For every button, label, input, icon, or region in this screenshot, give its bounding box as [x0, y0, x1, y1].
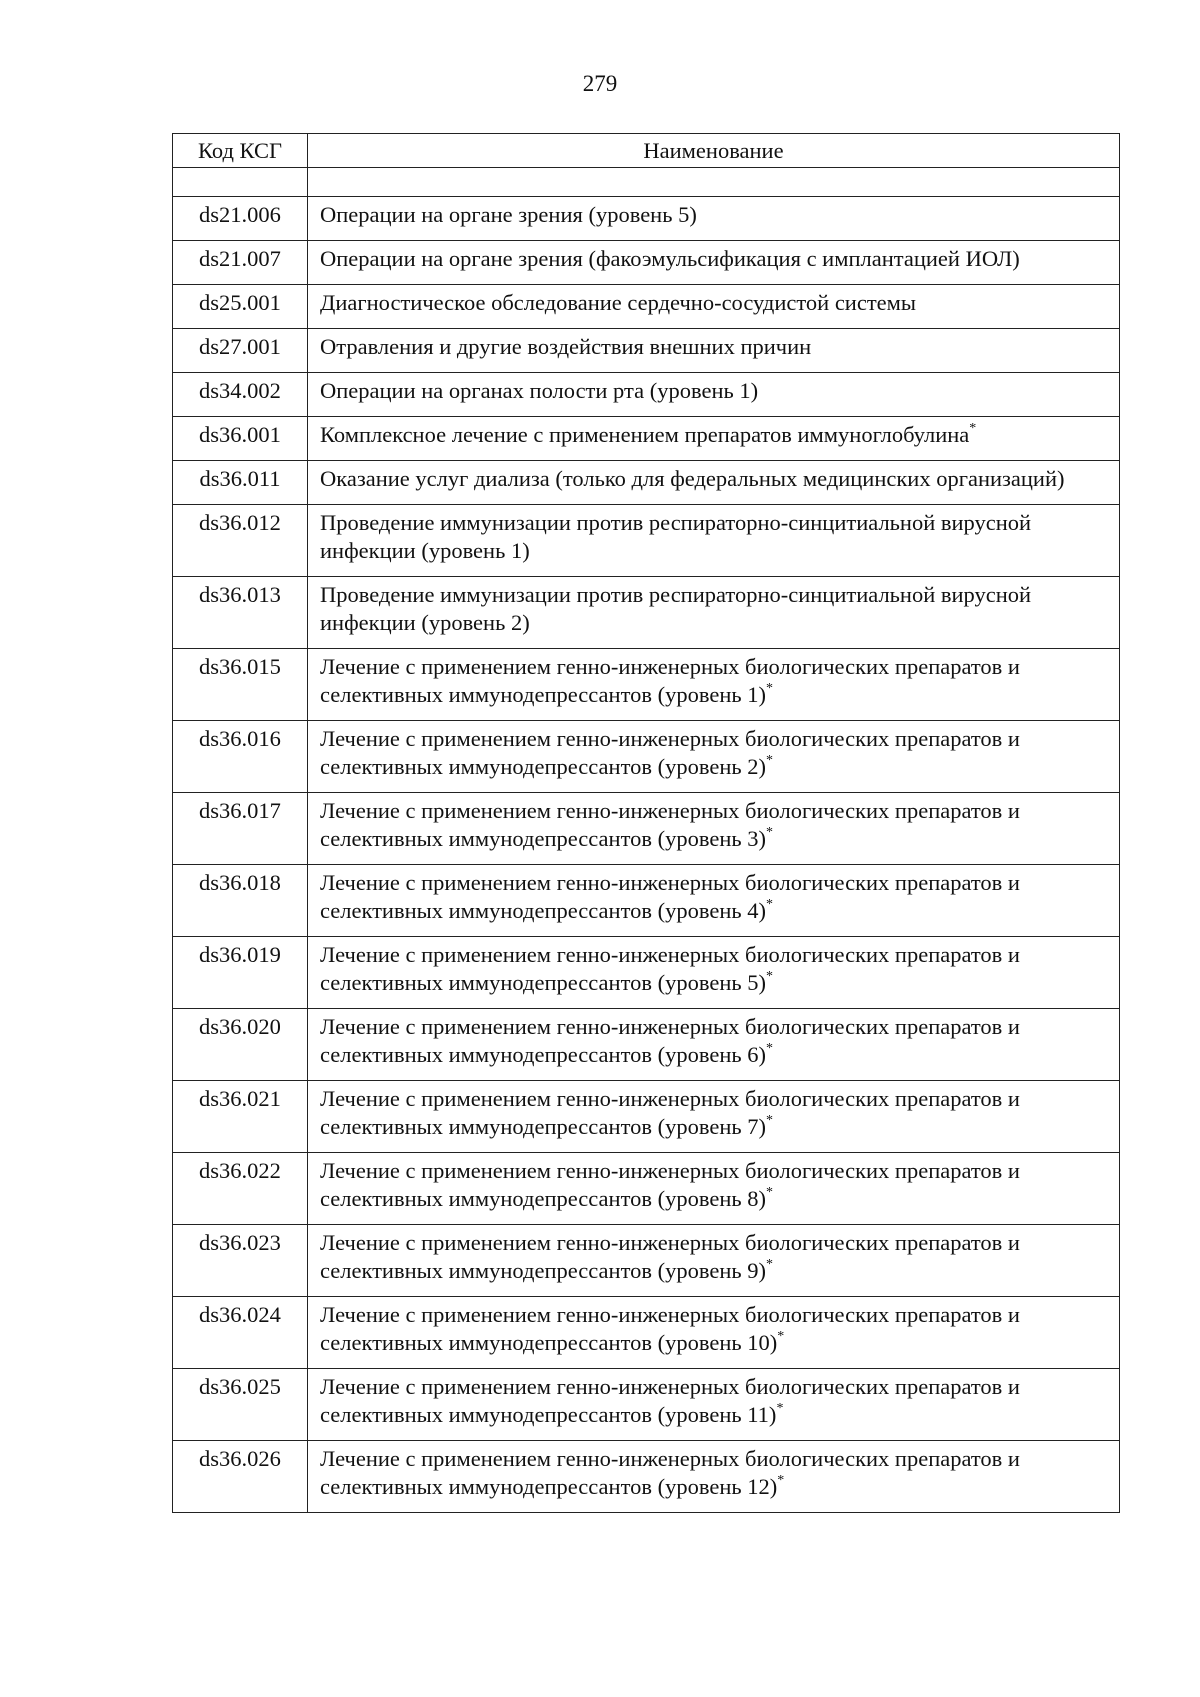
table-row	[173, 865, 1120, 937]
page-number: 279	[582, 71, 618, 96]
ksg-name-cell	[308, 505, 1120, 577]
ksg-name-text: Комплексное лечение с применением препаратов иммуноглобулина	[320, 422, 970, 447]
table-body	[173, 168, 1120, 1513]
ksg-name-text: Лечение с применением генно-инженерных биологических препаратов и селективных иммунодепрессантов (уровень 9)	[320, 1230, 1020, 1283]
ksg-name-cell	[308, 1441, 1120, 1513]
footnote-mark: *	[766, 1113, 774, 1128]
footnote-mark: *	[766, 1185, 774, 1200]
ksg-name-cell	[308, 241, 1120, 285]
ksg-name-text: Лечение с применением генно-инженерных биологических препаратов и селективных иммунодепрессантов (уровень 5)	[320, 942, 1020, 995]
ksg-code-cell: ds36.016	[173, 721, 308, 793]
ksg-name-cell	[308, 649, 1120, 721]
ksg-name-cell	[308, 1225, 1120, 1297]
ksg-name-text: Диагностическое обследование сердечно-сосудистой системы	[320, 290, 917, 315]
table-row	[173, 937, 1120, 1009]
ksg-name-cell	[308, 373, 1120, 417]
table-row	[173, 649, 1120, 721]
ksg-code-cell: ds36.015	[173, 649, 308, 721]
footnote-mark: *	[969, 421, 977, 436]
footnote-mark: *	[766, 1041, 774, 1056]
footnote-mark: *	[766, 753, 774, 768]
ksg-name-text: Оказание услуг диализа (только для федеральных медицинских организаций)	[320, 466, 1065, 491]
ksg-code-cell: ds36.022	[173, 1153, 308, 1225]
ksg-name-text: Лечение с применением генно-инженерных биологических препаратов и селективных иммунодепрессантов (уровень 2)	[320, 726, 1020, 779]
ksg-code-cell: ds34.002	[173, 373, 308, 417]
ksg-name-cell	[308, 197, 1120, 241]
ksg-name-cell	[308, 865, 1120, 937]
ksg-code-cell: ds36.001	[173, 417, 308, 461]
ksg-name-cell	[308, 1009, 1120, 1081]
table-row	[173, 793, 1120, 865]
ksg-name-text: Лечение с применением генно-инженерных биологических препаратов и селективных иммунодепрессантов (уровень 11)	[320, 1374, 1020, 1427]
table-row	[173, 373, 1120, 417]
table-row	[173, 1009, 1120, 1081]
ksg-name-text: Лечение с применением генно-инженерных биологических препаратов и селективных иммунодепрессантов (уровень 8)	[320, 1158, 1020, 1211]
footnote-mark: *	[777, 1473, 785, 1488]
footnote-mark: *	[776, 1401, 784, 1416]
table-row	[173, 1225, 1120, 1297]
footnote-mark: *	[777, 1329, 785, 1344]
ksg-name-cell	[308, 329, 1120, 373]
ksg-code-cell: ds36.026	[173, 1441, 308, 1513]
ksg-name-cell	[308, 1081, 1120, 1153]
table-row	[173, 1369, 1120, 1441]
table-row	[173, 1297, 1120, 1369]
ksg-name-cell	[308, 793, 1120, 865]
header-name: Наименование	[308, 134, 1120, 168]
ksg-code-cell: ds36.023	[173, 1225, 308, 1297]
footnote-mark: *	[766, 897, 774, 912]
empty-cell	[173, 168, 308, 197]
ksg-code-cell: ds36.011	[173, 461, 308, 505]
ksg-code-cell: ds36.025	[173, 1369, 308, 1441]
ksg-name-cell	[308, 417, 1120, 461]
ksg-table	[172, 133, 1120, 1513]
footnote-mark: *	[766, 825, 774, 840]
table-row	[173, 285, 1120, 329]
table-row	[173, 505, 1120, 577]
table-row	[173, 1153, 1120, 1225]
ksg-name-cell	[308, 721, 1120, 793]
ksg-name-text: Лечение с применением генно-инженерных биологических препаратов и селективных иммунодепрессантов (уровень 7)	[320, 1086, 1020, 1139]
ksg-code-cell: ds36.020	[173, 1009, 308, 1081]
table-row	[173, 197, 1120, 241]
empty-cell	[308, 168, 1120, 197]
header-row	[173, 134, 1120, 168]
table-row	[173, 577, 1120, 649]
table-row	[173, 461, 1120, 505]
ksg-name-cell	[308, 285, 1120, 329]
ksg-code-cell: ds25.001	[173, 285, 308, 329]
ksg-name-text: Операции на органах полости рта (уровень 1)	[320, 378, 759, 403]
table-row	[173, 721, 1120, 793]
header-code: Код КСГ	[173, 134, 308, 168]
footnote-mark: *	[766, 681, 774, 696]
table-row	[173, 1081, 1120, 1153]
ksg-code-cell: ds36.013	[173, 577, 308, 649]
ksg-code-cell: ds21.007	[173, 241, 308, 285]
ksg-code-cell: ds21.006	[173, 197, 308, 241]
footnote-mark: *	[766, 1257, 774, 1272]
table-row	[173, 1441, 1120, 1513]
ksg-name-text: Проведение иммунизации против респираторно-синцитиальной вирусной инфекции (уровень 1)	[320, 510, 1032, 563]
ksg-name-text: Лечение с применением генно-инженерных биологических препаратов и селективных иммунодепрессантов (уровень 4)	[320, 870, 1020, 923]
ksg-name-text: Отравления и другие воздействия внешних причин	[320, 334, 812, 359]
ksg-name-text: Проведение иммунизации против респираторно-синцитиальной вирусной инфекции (уровень 2)	[320, 582, 1032, 635]
ksg-name-text: Лечение с применением генно-инженерных биологических препаратов и селективных иммунодепрессантов (уровень 12)	[320, 1446, 1020, 1499]
ksg-code-cell: ds36.024	[173, 1297, 308, 1369]
empty-row	[173, 168, 1120, 197]
ksg-name-text: Лечение с применением генно-инженерных биологических препаратов и селективных иммунодепрессантов (уровень 3)	[320, 798, 1020, 851]
table-row	[173, 417, 1120, 461]
table-row	[173, 329, 1120, 373]
ksg-code-cell: ds27.001	[173, 329, 308, 373]
ksg-name-text: Операции на органе зрения (факоэмульсификация с имплантацией ИОЛ)	[320, 246, 1020, 271]
table-header	[173, 134, 1120, 168]
footnote-mark: *	[766, 969, 774, 984]
ksg-name-cell	[308, 1297, 1120, 1369]
ksg-code-cell: ds36.012	[173, 505, 308, 577]
ksg-name-text: Лечение с применением генно-инженерных биологических препаратов и селективных иммунодепрессантов (уровень 10)	[320, 1302, 1020, 1355]
ksg-name-cell	[308, 937, 1120, 1009]
ksg-code-cell: ds36.021	[173, 1081, 308, 1153]
ksg-name-text: Лечение с применением генно-инженерных биологических препаратов и селективных иммунодепрессантов (уровень 1)	[320, 654, 1020, 707]
ksg-name-cell	[308, 1153, 1120, 1225]
ksg-name-text: Лечение с применением генно-инженерных биологических препаратов и селективных иммунодепрессантов (уровень 6)	[320, 1014, 1020, 1067]
ksg-name-text: Операции на органе зрения (уровень 5)	[320, 202, 697, 227]
ksg-name-cell	[308, 577, 1120, 649]
ksg-code-cell: ds36.017	[173, 793, 308, 865]
ksg-name-cell	[308, 461, 1120, 505]
ksg-code-cell: ds36.018	[173, 865, 308, 937]
ksg-name-cell	[308, 1369, 1120, 1441]
table-row	[173, 241, 1120, 285]
ksg-code-cell: ds36.019	[173, 937, 308, 1009]
